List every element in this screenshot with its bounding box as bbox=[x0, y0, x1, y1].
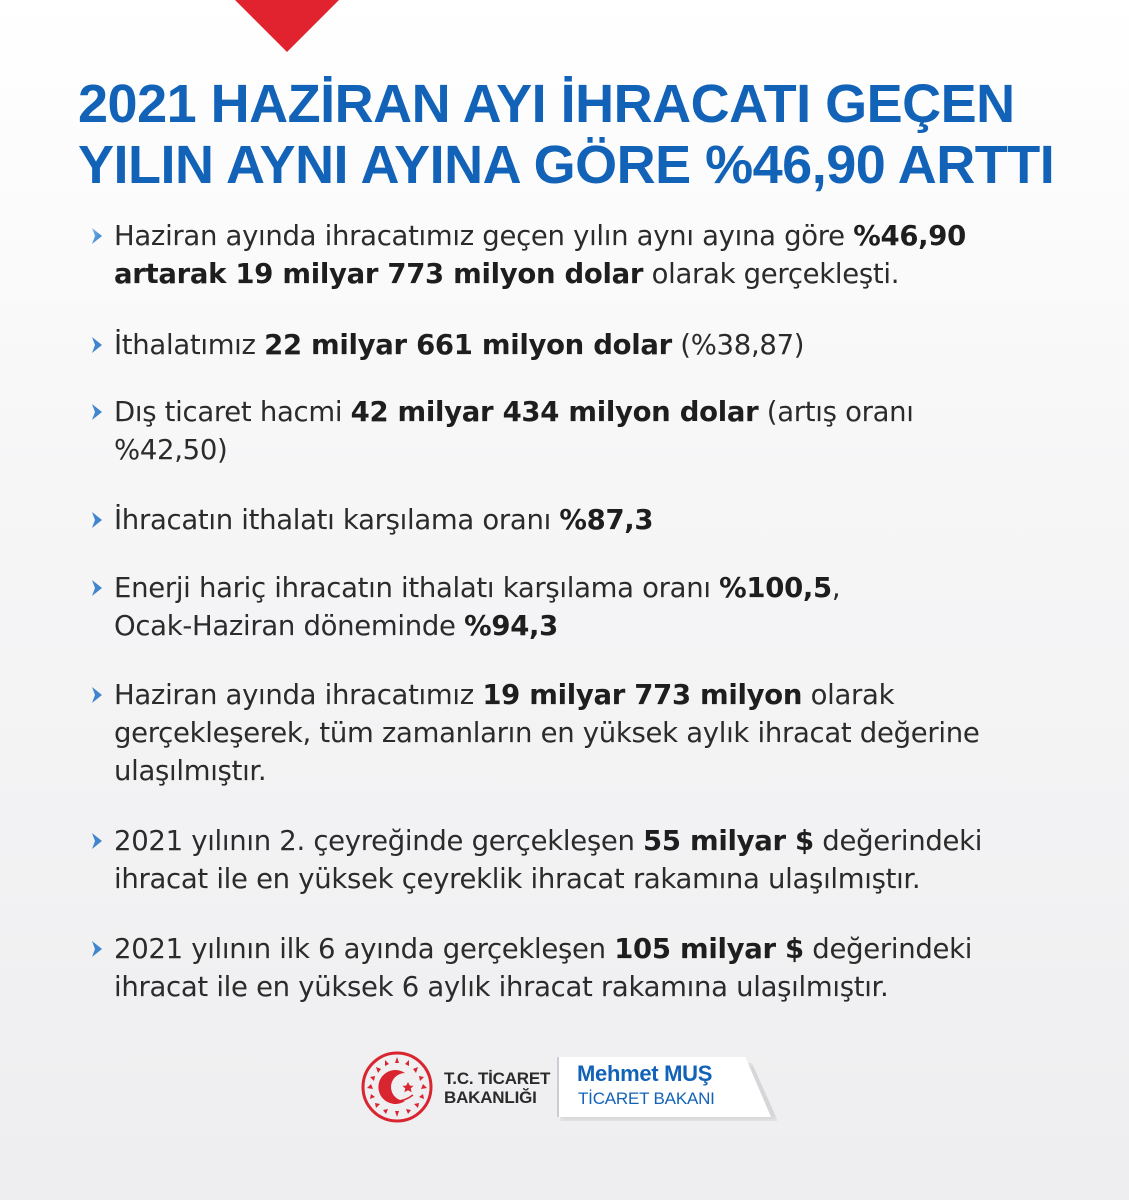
bullet-item bbox=[90, 501, 653, 539]
bullet-item bbox=[90, 930, 972, 1006]
ministry-emblem-icon bbox=[361, 1051, 433, 1123]
bullet-text: 2021 yılının 2. çeyreğinde gerçekleşen bbox=[114, 825, 644, 857]
minister-title: TİCARET BAKANI bbox=[578, 1089, 715, 1108]
chevron-right-icon bbox=[90, 832, 104, 850]
bullet-text: İthalatımız bbox=[114, 329, 265, 361]
bullet-item bbox=[90, 676, 979, 790]
ministry-name-line-1: T.C. TİCARET bbox=[444, 1069, 551, 1088]
bullet-text: 2021 yılının ilk 6 ayında gerçekleşen bbox=[114, 933, 615, 965]
bullet-item bbox=[90, 393, 914, 469]
bullet-highlight: %46,90 bbox=[853, 220, 966, 252]
chevron-right-icon bbox=[90, 579, 104, 597]
bullet-highlight: %94,3 bbox=[464, 610, 559, 642]
headline bbox=[78, 74, 1098, 196]
bullet-highlight: 55 milyar $ bbox=[643, 825, 814, 857]
bullet-text: olarak gerçekleşti. bbox=[643, 258, 900, 290]
bullet-text: %42,50) bbox=[114, 434, 228, 466]
bullet-text: ulaşılmıştır. bbox=[114, 755, 267, 787]
chevron-right-icon bbox=[90, 227, 104, 245]
bullet-text: (%38,87) bbox=[671, 329, 805, 361]
top-red-arrow-decoration bbox=[235, 0, 339, 52]
ministry-name-line-2: BAKANLIĞI bbox=[444, 1088, 537, 1107]
bullet-text: , bbox=[831, 572, 841, 604]
bullet-item bbox=[90, 217, 966, 293]
chevron-right-icon bbox=[90, 940, 104, 958]
ministry-name bbox=[444, 1069, 550, 1107]
headline-line-1: 2021 HAZİRAN AYI İHRACATI GEÇEN bbox=[78, 74, 1015, 134]
bullet-highlight: %87,3 bbox=[559, 504, 654, 536]
bullet-text: Dış ticaret hacmi bbox=[114, 396, 351, 428]
bullet-item bbox=[90, 822, 982, 898]
bullet-highlight: 42 milyar 434 milyon dolar bbox=[350, 396, 759, 428]
bullet-text: ihracat ile en yüksek 6 aylık ihracat rakamına ulaşılmıştır. bbox=[114, 971, 889, 1003]
bullet-highlight: %100,5 bbox=[719, 572, 832, 604]
bullet-text: değerindeki bbox=[803, 933, 973, 965]
bullet-text: olarak bbox=[802, 679, 895, 711]
chevron-right-icon bbox=[90, 403, 104, 421]
bullet-highlight: 105 milyar $ bbox=[614, 933, 804, 965]
card-divider bbox=[557, 1057, 559, 1117]
bullet-highlight: 22 milyar 661 milyon dolar bbox=[264, 329, 672, 361]
bullet-text: Enerji hariç ihracatın ithalatı karşılama oranı bbox=[114, 572, 720, 604]
bullet-text: değerindeki bbox=[813, 825, 983, 857]
bullet-highlight: artarak 19 milyar 773 milyon dolar bbox=[114, 258, 644, 290]
bullet-text: ihracat ile en yüksek çeyreklik ihracat rakamına ulaşılmıştır. bbox=[114, 863, 921, 895]
bullet-text: Haziran ayında ihracatımız geçen yılın aynı ayına göre bbox=[114, 220, 854, 252]
minister-name: Mehmet MUŞ bbox=[577, 1061, 713, 1086]
chevron-right-icon bbox=[90, 336, 104, 354]
bullet-text: Ocak-Haziran döneminde bbox=[114, 610, 465, 642]
bullet-highlight: 19 milyar 773 milyon bbox=[482, 679, 803, 711]
bullet-text: İhracatın ithalatı karşılama oranı bbox=[114, 504, 560, 536]
chevron-right-icon bbox=[90, 511, 104, 529]
headline-line-2: YILIN AYNI AYINA GÖRE %46,90 ARTTI bbox=[78, 135, 1055, 195]
bullet-text: gerçekleşerek, tüm zamanların en yüksek aylık ihracat değerine bbox=[114, 717, 980, 749]
bullet-text: (artış oranı bbox=[758, 396, 914, 428]
bullet-item bbox=[90, 569, 840, 645]
chevron-right-icon bbox=[90, 686, 104, 704]
bullet-item bbox=[90, 326, 804, 364]
bullet-text: Haziran ayında ihracatımız bbox=[114, 679, 483, 711]
